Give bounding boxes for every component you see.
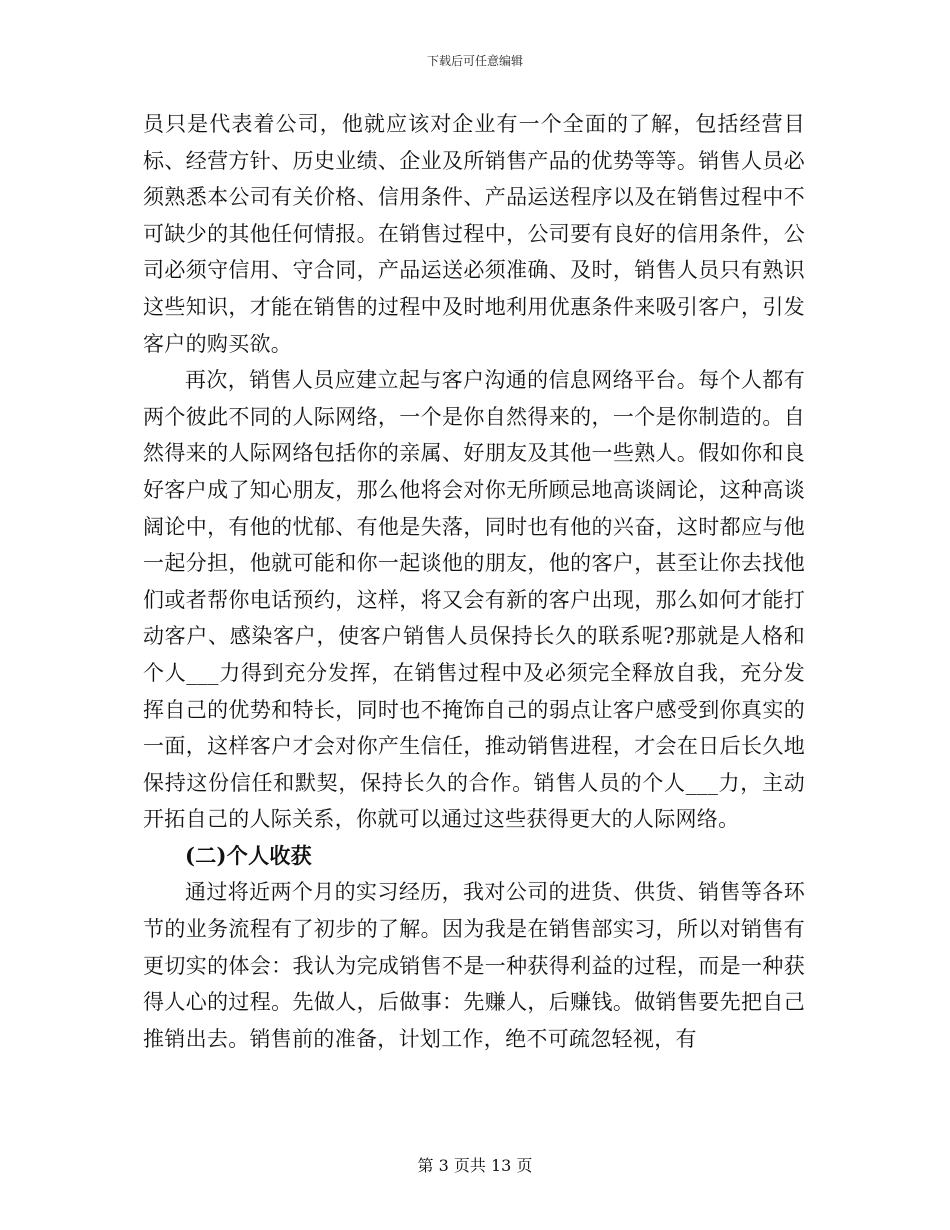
section-heading: (二)个人收获 xyxy=(185,842,312,868)
paragraph-gains: 通过将近两个月的实习经历，我对公司的进货、供货、销售等各环节的业务流程有了初步的了解。因为我是在销售部实习，所以对销售有更切实的体会：我认为完成销售不是一种获得利益的过程，而是一种获得人心的过程。先做人，后做事：先赚人，后赚钱。做销售要先把自己推销出去。销售前的准备，计划工作，绝不可疏忽轻视，有 xyxy=(143,880,805,1051)
paragraph-network: 再次，销售人员应建立起与客户沟通的信息网络平台。每个人都有两个彼此不同的人际网络，一个是你自然得来的，一个是你制造的。自然得来的人际网络包括你的亲属、好朋友及其他一些熟人。假如你和良好客户成了知心朋友，那么他将会对你无所顾忌地高谈阔论，这种高谈阔论中，有他的忧郁、有他是失落，同时也有他的兴奋，这时都应与他一起分担，他就可能和你一起谈他的朋友，他的客户，甚至让你去找他们或者帮你电话预约，这样，将又会有新的客户出现，那么如何才能打动客户、感染客户，使客户销售人员保持长久的联系呢?那就是人格和个人___力得到充分发挥，在销售过程中及必须完全释放自我，充分发挥自己的优势和特长，同时也不掩饰自己的弱点让客户感受到你真实的一面，这样客户才会对你产生信任，推动销售进程，才会在日后长久地保持这份信任和默契，保持长久的合作。销售人员的个人___力，主动开拓自己的人际关系，你就可以通过这些获得更大的人际网络。 xyxy=(143,368,805,832)
document-body xyxy=(143,106,805,1057)
page-number: 第 3 页共 13 页 xyxy=(417,1156,533,1175)
paragraph-continued: 员只是代表着公司，他就应该对企业有一个全面的了解，包括经营目标、经营方针、历史业绩、企业及所销售产品的优势等等。销售人员必须熟悉本公司有关价格、信用条件、产品运送程序以及在销售过程中不可缺少的其他任何情报。在销售过程中，公司要有良好的信用条件，公司必须守信用、守合同，产品运送必须准确、及时，销售人员只有熟识这些知识，才能在销售的过程中及时地利用优惠条件来吸引客户，引发客户的购买欲。 xyxy=(143,112,805,356)
header-note: 下载后可任意编辑 xyxy=(426,54,523,68)
